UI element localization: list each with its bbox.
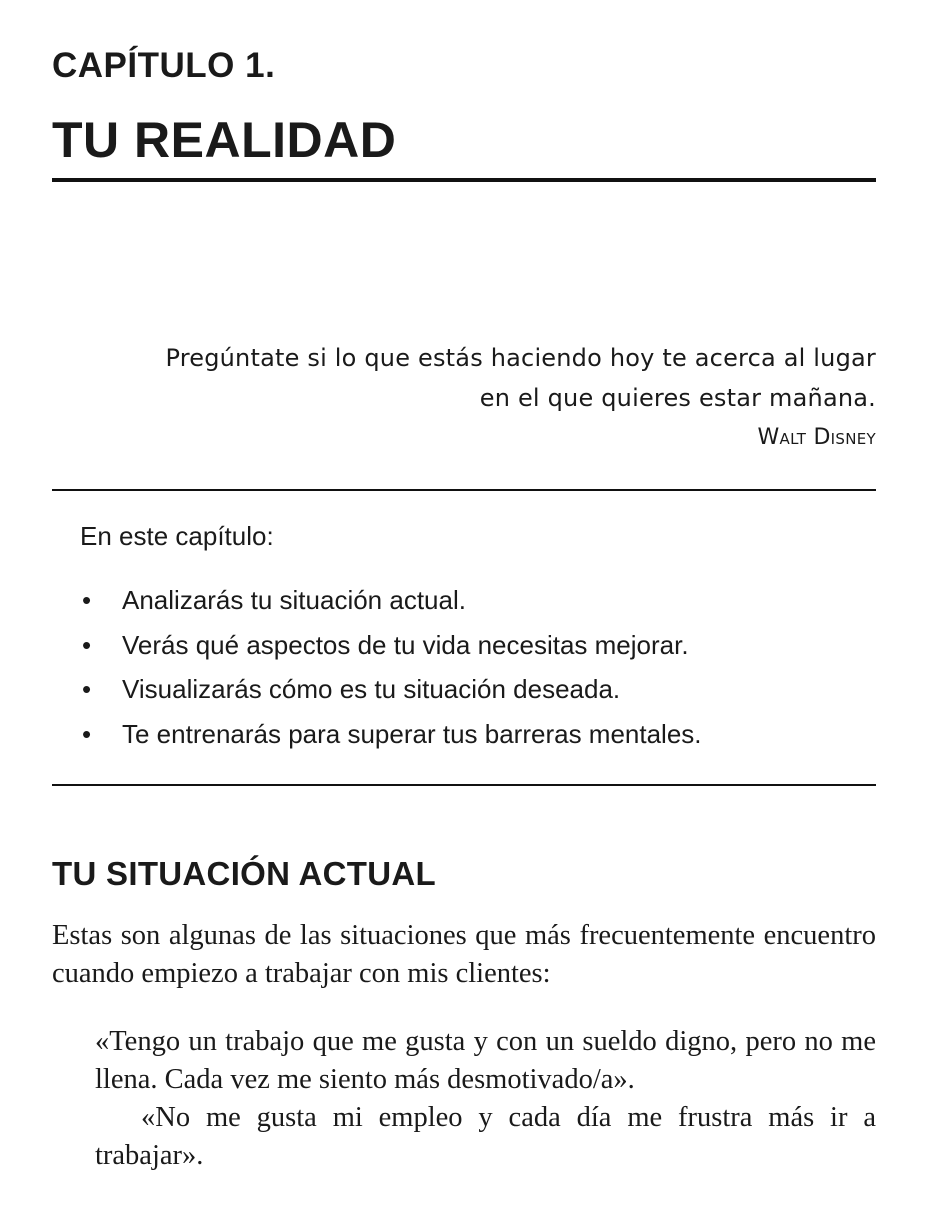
book-page — [52, 0, 876, 1215]
title-divider — [52, 178, 876, 182]
epigraph-line-2: en el que quieres estar mañana. — [479, 384, 876, 412]
bullet-icon: • — [82, 718, 92, 749]
summary-box-bottom-divider — [52, 784, 876, 786]
summary-box-top-divider — [52, 489, 876, 491]
epigraph-author: Walt Disney — [757, 425, 876, 450]
summary-box-list — [80, 580, 702, 758]
list-item — [80, 714, 702, 759]
list-item-text: Visualizarás cómo es tu situación deseada. — [122, 674, 621, 704]
chapter-title: TU REALIDAD — [52, 112, 397, 168]
bullet-icon: • — [82, 629, 92, 660]
list-item-text: Verás qué aspectos de tu vida necesitas mejorar. — [122, 629, 689, 660]
list-item-text: Te entrenarás para superar tus barreras mentales. — [122, 718, 702, 749]
epigraph — [52, 338, 876, 458]
client-quote-1: «Tengo un trabajo que me gusta y con un sueldo digno, pero no me llena. Cada vez me siento más desmotivado/a». — [95, 1026, 876, 1095]
bullet-icon: • — [82, 585, 92, 615]
client-quotes — [95, 1023, 876, 1175]
list-item — [80, 669, 702, 714]
section-heading: TU SITUACIÓN ACTUAL — [52, 855, 436, 892]
epigraph-line-1: Pregúntate si lo que estás haciendo hoy te acerca al lugar — [165, 344, 876, 372]
chapter-label: CAPÍTULO 1. — [52, 46, 276, 85]
list-item-text: Analizarás tu situación actual. — [122, 585, 466, 615]
client-quote-2: «No me gusta mi empleo y cada día me frustra más ir a trabajar». — [95, 1102, 876, 1171]
list-item — [80, 625, 702, 670]
bullet-icon: • — [82, 674, 92, 704]
list-item — [80, 580, 702, 625]
summary-box-intro: En este capítulo: — [80, 521, 274, 551]
section-paragraph: Estas son algunas de las situaciones que más frecuentemente encuentro cuando empiezo a trabajar con mis clientes: — [52, 920, 876, 989]
